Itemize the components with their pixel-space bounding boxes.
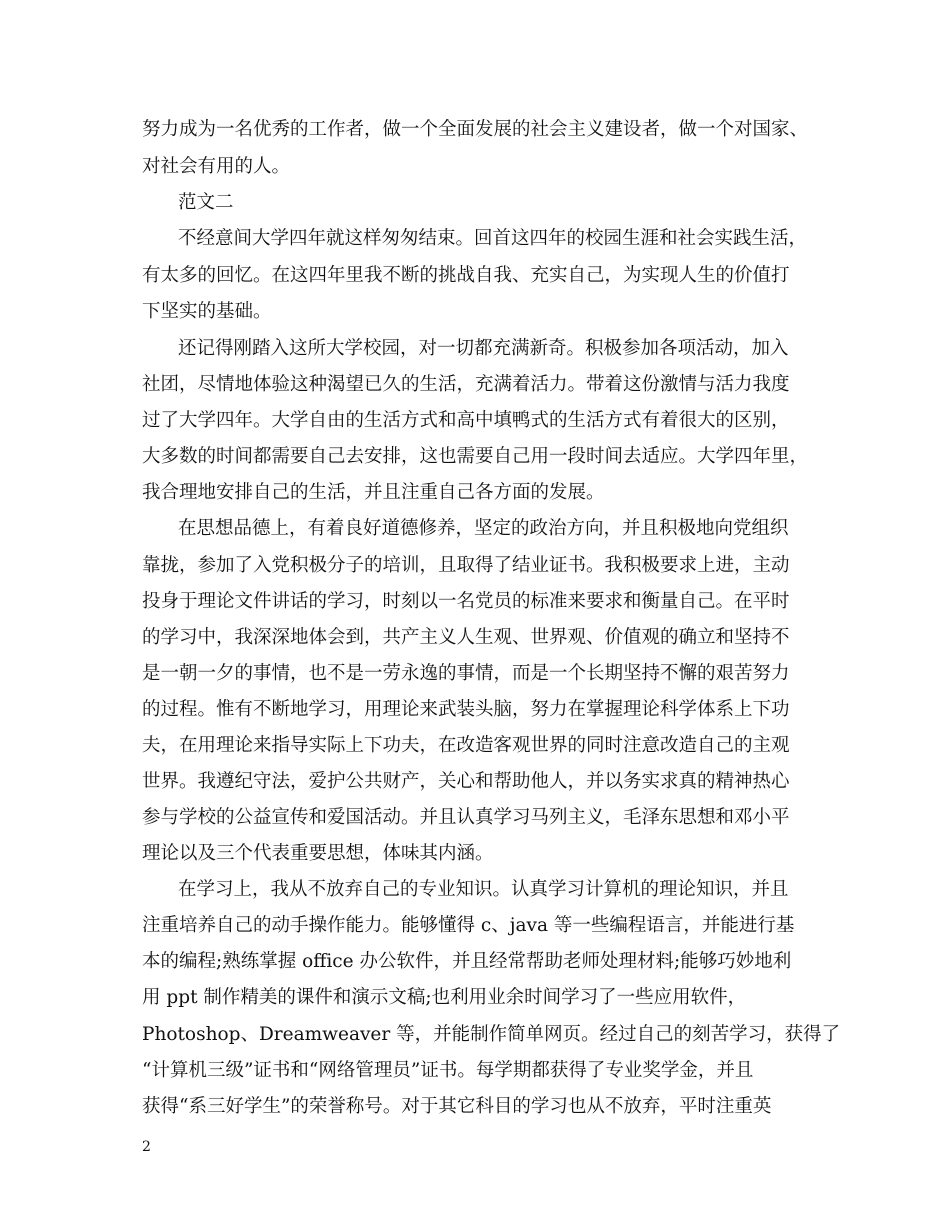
text-line: 的过程。惟有不断地学习，用理论来武装头脑，努力在掌握理论科学体系上下功 <box>142 699 790 720</box>
text-line: 我合理地安排自己的生活，并且注重自己各方面的发展。 <box>142 482 605 503</box>
text-line: 过了大学四年。大学自由的生活方式和高中填鸭式的生活方式有着很大的区别， <box>142 410 790 431</box>
text-line: 大多数的时间都需要自己去安排，这也需要自己用一段时间去适应。大学四年里， <box>142 446 809 467</box>
text-line: 参与学校的公益宣传和爱国活动。并且认真学习马列主义，毛泽东思想和邓小平 <box>142 807 790 828</box>
text-line: 注重培养自己的动手操作能力。能够懂得 c、java 等一些编程语言，并能进行基 <box>142 915 795 936</box>
text-line: 投身于理论文件讲话的学习，时刻以一名党员的标准来要求和衡量自己。在平时 <box>142 591 790 612</box>
text-line: 靠拢，参加了入党积极分子的培训，且取得了结业证书。我积极要求上进，主动 <box>142 555 790 576</box>
text-line: 不经意间大学四年就这样匆匆结束。回首这四年的校园生涯和社会实践生活， <box>178 228 808 249</box>
page-number: 2 <box>142 1139 151 1155</box>
text-line: 是一朝一夕的事情，也不是一劳永逸的事情，而是一个长期坚持不懈的艰苦努力 <box>142 663 790 684</box>
text-line: 世界。我遵纪守法，爱护公共财产，关心和帮助他人，并以务实求真的精神热心 <box>142 771 790 792</box>
text-line: 还记得刚踏入这所大学校园，对一切都充满新奇。积极参加各项活动，加入 <box>178 338 789 359</box>
text-line: 努力成为一名优秀的工作者，做一个全面发展的社会主义建设者，做一个对国家、 <box>142 119 809 140</box>
text-line: 本的编程;熟练掌握 office 办公软件，并且经常帮助老师处理材料;能够巧妙地利 <box>142 951 792 972</box>
text-line: 有太多的回忆。在这四年里我不断的挑战自我、充实自己，为实现人生的价值打 <box>142 265 790 286</box>
section-heading: 范文二 <box>178 192 234 213</box>
text-line: 在学习上，我从不放弃自己的专业知识。认真学习计算机的理论知识，并且 <box>178 879 789 900</box>
text-line: 在思想品德上，有着良好道德修养，坚定的政治方向，并且积极地向党组织 <box>178 518 789 539</box>
text-line: 获得“系三好学生”的荣誉称号。对于其它科目的学习也从不放弃，平时注重英 <box>142 1096 772 1117</box>
text-line: 理论以及三个代表重要思想，体味其内涵。 <box>142 843 494 864</box>
text-line: 的学习中，我深深地体会到，共产主义人生观、世界观、价值观的确立和坚持不 <box>142 627 790 648</box>
text-line: 对社会有用的人。 <box>142 156 291 177</box>
text-line: 夫，在用理论来指导实际上下功夫，在改造客观世界的同时注意改造自己的主观 <box>142 735 790 756</box>
text-line: 下坚实的基础。 <box>142 301 272 322</box>
text-line: Photoshop、Dreamweaver 等，并能制作简单网页。经过自己的刻苦学习，获得了 <box>142 1024 841 1045</box>
text-line: 用 ppt 制作精美的课件和演示文稿;也利用业余时间学习了一些应用软件， <box>142 987 747 1008</box>
text-line: “计算机三级”证书和“网络管理员”证书。每学期都获得了专业奖学金，并且 <box>142 1060 754 1081</box>
text-line: 社团，尽情地体验这种渴望已久的生活，充满着活力。带着这份激情与活力我度 <box>142 374 790 395</box>
